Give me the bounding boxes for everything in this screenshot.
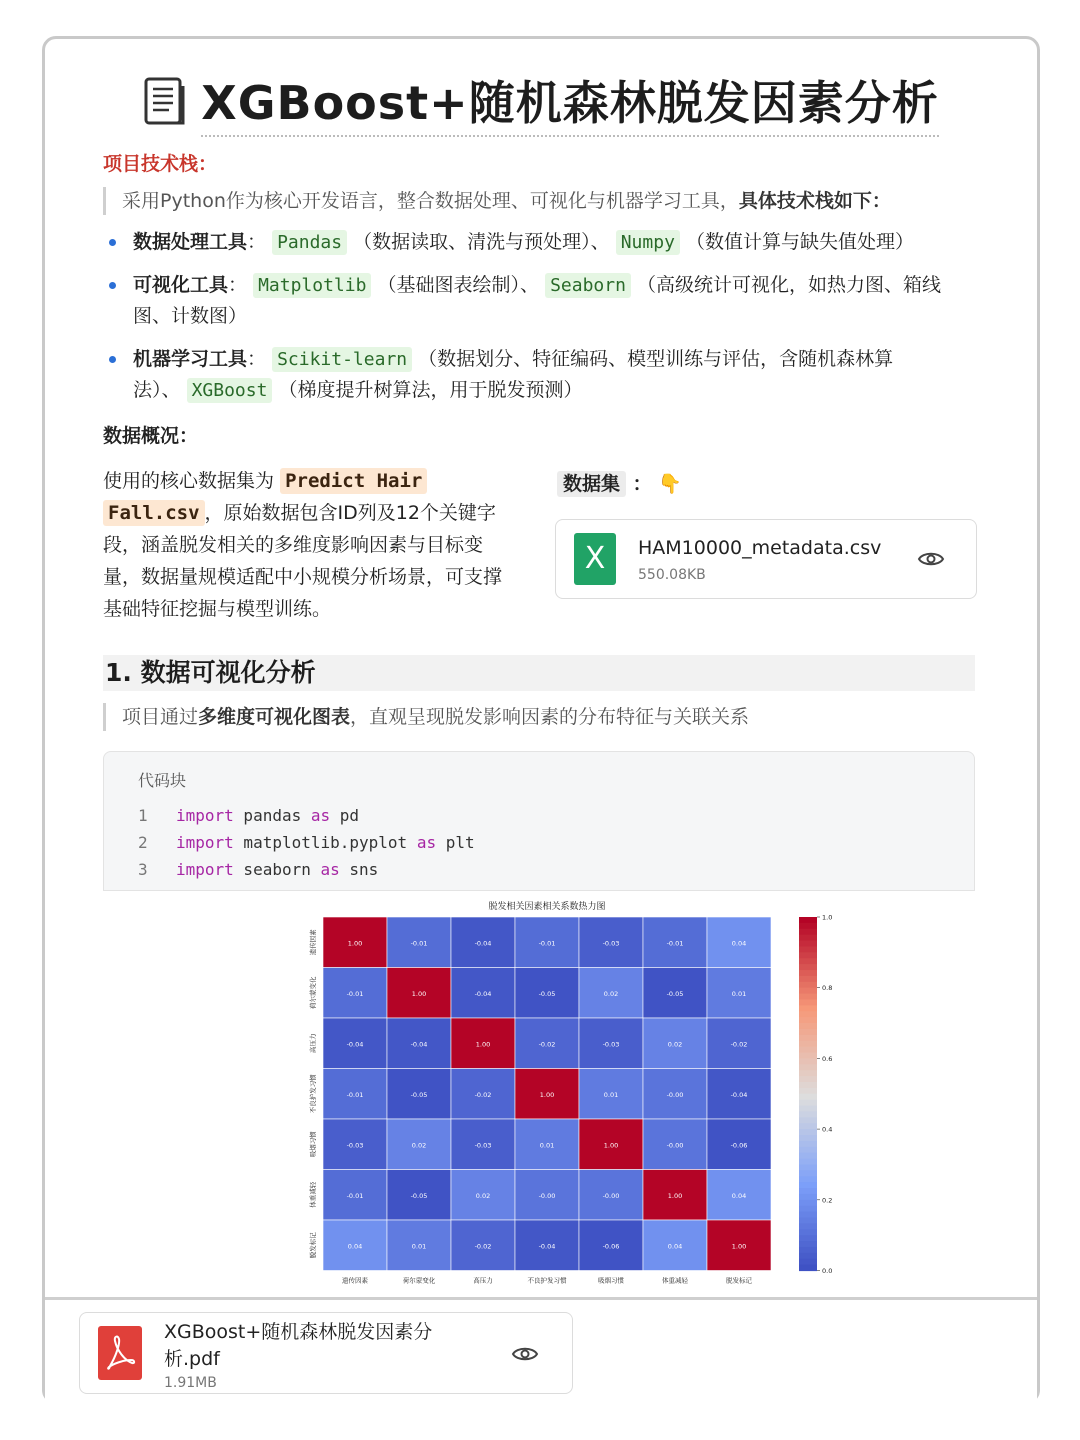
heatmap-cell-label: -0.05 — [410, 1090, 428, 1099]
colorbar-segment — [799, 1164, 817, 1170]
data-text: 段，涵盖脱发相关的多维度影响因素与目标变 — [103, 534, 484, 556]
colorbar-segment — [799, 1047, 817, 1053]
colorbar-segment — [799, 1141, 817, 1147]
dataset-colon: ： — [632, 473, 652, 495]
colorbar-segment — [799, 958, 817, 964]
heatmap-cell-label: 0.01 — [411, 1242, 427, 1251]
heatmap-cell-label: 0.04 — [731, 1191, 747, 1200]
colorbar-segment — [799, 1106, 817, 1112]
dataset-label-text: 数据集 — [557, 471, 626, 497]
heatmap-cell-label: -0.00 — [666, 1141, 684, 1150]
list-item — [103, 227, 983, 258]
code-chip-matplotlib: Matplotlib — [253, 273, 371, 298]
pdf-name-line: 析.pdf — [164, 1348, 220, 1370]
excel-icon — [574, 533, 616, 585]
heatmap-cell-label: -0.04 — [538, 1242, 556, 1251]
page-title-text: XGBoost+随机森林脱发因素分析 — [201, 67, 938, 137]
colorbar-segment — [799, 1253, 817, 1259]
code-chip-numpy: Numpy — [616, 230, 680, 255]
colorbar-segment — [799, 1194, 817, 1200]
code-keyword: as — [320, 860, 340, 879]
bullet-text: （高级统计可视化，如热力图、箱线 — [636, 274, 941, 296]
excel-icon-letter: X — [584, 541, 606, 576]
y-tick-label: 吸烟习惯 — [309, 1131, 317, 1158]
heatmap-cell-label: 0.01 — [539, 1141, 555, 1150]
heatmap-cell-label: 0.04 — [347, 1242, 363, 1251]
colorbar-segment — [799, 1005, 817, 1011]
dataset-file-size: 550.08KB — [638, 567, 706, 583]
colorbar-segment — [799, 982, 817, 988]
heatmap-cell-label: -0.06 — [602, 1242, 620, 1251]
heatmap-cell-label: -0.01 — [346, 1090, 364, 1099]
code-block[interactable] — [103, 751, 975, 891]
colorbar-segment — [799, 1147, 817, 1153]
code-chip-xgboost: XGBoost — [187, 378, 273, 403]
colorbar-segment — [799, 988, 817, 994]
heatmap-cell-label: -0.04 — [474, 989, 492, 998]
document-icon — [143, 76, 187, 128]
colorbar-segment — [799, 970, 817, 976]
quote-text: 项目通过 — [122, 706, 199, 728]
heatmap-cell-label: -0.04 — [474, 939, 492, 948]
title-row — [45, 67, 1037, 137]
pdf-file-name — [164, 1319, 432, 1373]
heatmap-cell-label: -0.05 — [538, 989, 556, 998]
pdf-file-size: 1.91MB — [164, 1375, 217, 1391]
colorbar-tick-label: 0.0 — [822, 1267, 833, 1275]
heatmap-cell-label: -0.04 — [346, 1040, 364, 1049]
bullet-text: ： — [247, 231, 267, 253]
heatmap-cell-label: -0.00 — [666, 1090, 684, 1099]
colorbar-segment — [799, 1176, 817, 1182]
heatmap-cell-label: -0.03 — [602, 1040, 620, 1049]
colorbar-segment — [799, 1135, 817, 1141]
colorbar-segment — [799, 1011, 817, 1017]
x-tick-label: 体重减轻 — [662, 1276, 688, 1285]
colorbar-segment — [799, 1053, 817, 1059]
colorbar-segment — [799, 1064, 817, 1070]
code-chip-scikit-learn: Scikit-learn — [272, 347, 412, 372]
pdf-name-line: XGBoost+随机森林脱发因素分 — [164, 1321, 433, 1343]
heatmap-cell-label: -0.04 — [410, 1040, 428, 1049]
eye-icon[interactable] — [918, 550, 944, 568]
code-keyword: import — [176, 806, 234, 825]
file-chip: Predict Hair — [280, 468, 427, 494]
heatmap-cell-label: -0.00 — [602, 1191, 620, 1200]
y-tick-label: 脱发标记 — [309, 1232, 317, 1259]
colorbar-segment — [799, 1094, 817, 1100]
colorbar-segment — [799, 1082, 817, 1088]
bullet-label: 机器学习工具 — [133, 348, 248, 370]
code-text: matplotlib.pyplot — [233, 833, 417, 852]
heatmap-cell-label: 1.00 — [475, 1040, 491, 1049]
heatmap-cell-label: 0.01 — [603, 1090, 619, 1099]
quote-text: ，直观呈现脱发影响因素的分布特征与关联关系 — [350, 706, 750, 728]
section-quote — [103, 703, 749, 731]
bullet-label: 可视化工具 — [133, 274, 229, 296]
colorbar-segment — [799, 923, 817, 929]
colorbar-segment — [799, 1076, 817, 1082]
heatmap-cell-label: 0.04 — [731, 939, 747, 948]
code-text: plt — [436, 833, 475, 852]
heatmap-cell-label: 1.00 — [411, 989, 427, 998]
colorbar-segment — [799, 1188, 817, 1194]
heatmap-cell-label: -0.03 — [602, 939, 620, 948]
bullet-text: 法）、 — [133, 379, 181, 401]
colorbar-segment — [799, 1041, 817, 1047]
attachment-bar — [45, 1297, 1037, 1407]
tech-stack-intro-bold: 具体技术栈如下： — [738, 190, 891, 212]
colorbar-segment — [799, 994, 817, 1000]
code-block-title: 代码块 — [138, 771, 187, 790]
heatmap-cell-label: -0.01 — [410, 939, 428, 948]
x-tick-label: 吸烟习惯 — [598, 1276, 624, 1285]
heatmap-cell-label: -0.05 — [666, 989, 684, 998]
x-tick-label: 高压力 — [473, 1276, 493, 1285]
dataset-label — [557, 469, 682, 496]
section-heading: 1. 数据可视化分析 — [103, 655, 975, 691]
pdf-file-card[interactable] — [79, 1312, 573, 1394]
y-tick-label: 不良护发习惯 — [309, 1074, 317, 1114]
heatmap-cell-label: 1.00 — [347, 939, 363, 948]
colorbar-segment — [799, 976, 817, 982]
heatmap-cell-label: -0.02 — [474, 1242, 492, 1251]
dataset-file-card[interactable] — [555, 519, 977, 599]
heatmap-chart — [245, 891, 833, 1291]
colorbar-tick-label: 0.4 — [822, 1125, 833, 1134]
colorbar-segment — [799, 1035, 817, 1041]
colorbar-segment — [799, 964, 817, 970]
tech-stack-label: 项目技术栈： — [103, 153, 218, 175]
colorbar-segment — [799, 1247, 817, 1253]
heatmap-cell-label: -0.03 — [474, 1141, 492, 1150]
tech-stack-intro-plain: 采用Python作为核心开发语言，整合数据处理、可视化与机器学习工具， — [122, 190, 739, 212]
colorbar-segment — [799, 1123, 817, 1129]
heatmap-cell-label: -0.00 — [538, 1191, 556, 1200]
colorbar-tick-label: 0.8 — [822, 984, 833, 993]
bullet-text: ： — [228, 274, 248, 296]
data-overview-text — [103, 465, 523, 625]
heatmap-cell-label: 0.02 — [411, 1141, 427, 1150]
colorbar-segment — [799, 1029, 817, 1035]
heatmap-cell-label: 0.02 — [475, 1191, 491, 1200]
colorbar-segment — [799, 1058, 817, 1064]
code-line — [138, 806, 359, 825]
bullet-text: ： — [247, 348, 267, 370]
code-text: pandas — [233, 806, 311, 825]
code-line — [138, 833, 475, 852]
list-item — [103, 270, 983, 332]
heatmap-cell-label: -0.01 — [346, 989, 364, 998]
heatmap-cell-label: -0.06 — [730, 1141, 748, 1150]
code-chip-seaborn: Seaborn — [545, 273, 631, 298]
heatmap-cell-label: -0.01 — [346, 1191, 364, 1200]
bullet-label: 数据处理工具 — [133, 231, 248, 253]
line-number: 2 — [138, 833, 148, 852]
code-text: sns — [339, 860, 379, 879]
colorbar-segment — [799, 929, 817, 935]
colorbar-segment — [799, 1070, 817, 1076]
code-keyword: import — [176, 833, 234, 852]
colorbar-segment — [799, 1117, 817, 1123]
colorbar-segment — [799, 952, 817, 958]
data-text: ，原始数据包含ID列及12个关键字 — [204, 502, 496, 524]
list-item — [103, 344, 983, 406]
colorbar-segment — [799, 1159, 817, 1165]
code-line — [138, 860, 378, 879]
colorbar-segment — [799, 1217, 817, 1223]
heatmap-cell-label: -0.01 — [538, 939, 556, 948]
code-keyword: import — [176, 860, 234, 879]
colorbar-segment — [799, 1235, 817, 1241]
eye-icon[interactable] — [512, 1345, 538, 1363]
colorbar-tick-label: 1.0 — [822, 913, 833, 922]
colorbar-segment — [799, 1241, 817, 1247]
colorbar-segment — [799, 1170, 817, 1176]
line-number: 3 — [138, 860, 148, 879]
heatmap-cell-label: 0.02 — [667, 1040, 683, 1049]
colorbar-segment — [799, 935, 817, 941]
heatmap-cell-label: 0.02 — [603, 989, 619, 998]
data-text: 量，数据量规模适配中小规模分析场景，可支撑 — [103, 566, 503, 588]
heatmap-cell-label: 1.00 — [539, 1090, 555, 1099]
y-tick-label: 高压力 — [309, 1033, 317, 1053]
colorbar-segment — [799, 1088, 817, 1094]
colorbar-segment — [799, 1017, 817, 1023]
line-number: 1 — [138, 806, 148, 825]
heatmap-cell-label: 1.00 — [603, 1141, 619, 1150]
colorbar-segment — [799, 999, 817, 1005]
code-keyword: as — [416, 833, 437, 852]
chart-title: 脱发相关因素相关系数热力图 — [488, 902, 606, 912]
heatmap-cell-label: -0.03 — [346, 1141, 364, 1150]
file-chip: Fall.csv — [103, 500, 205, 526]
heatmap-cell-label: -0.04 — [730, 1090, 748, 1099]
colorbar-segment — [799, 1111, 817, 1117]
code-keyword: as — [310, 806, 331, 825]
colorbar-tick-label: 0.6 — [822, 1054, 833, 1063]
dataset-file-name: HAM10000_metadata.csv — [638, 537, 882, 559]
x-tick-label: 不良护发习惯 — [527, 1276, 567, 1285]
tech-stack-intro — [103, 187, 891, 215]
bullet-text: （基础图表绘制）、 — [377, 274, 540, 296]
quote-bold: 多维度可视化图表 — [198, 706, 351, 728]
colorbar-segment — [799, 941, 817, 947]
x-tick-label: 遗传因素 — [342, 1276, 368, 1285]
heatmap-cell-label: 0.04 — [667, 1242, 683, 1251]
colorbar-segment — [799, 1182, 817, 1188]
bullet-text: （数值计算与缺失值处理） — [685, 231, 914, 253]
code-text: seaborn — [233, 860, 321, 879]
heatmap-cell-label: 1.00 — [731, 1242, 747, 1251]
colorbar-segment — [799, 946, 817, 952]
code-text: pd — [330, 806, 360, 825]
heatmap-cell-label: -0.02 — [730, 1040, 748, 1049]
bullet-text: 图、计数图） — [133, 305, 248, 327]
page-title — [143, 67, 938, 137]
colorbar-tick-label: 0.2 — [822, 1196, 833, 1205]
heatmap-cell-label: -0.02 — [538, 1040, 556, 1049]
colorbar-segment — [799, 1023, 817, 1029]
data-overview-label: 数据概况： — [103, 425, 199, 447]
heatmap-cell-label: -0.02 — [474, 1090, 492, 1099]
page-card — [42, 36, 1040, 1404]
colorbar-segment — [799, 1200, 817, 1206]
colorbar-segment — [799, 1129, 817, 1135]
pointing-down-icon: 👇 — [658, 473, 682, 495]
colorbar-segment — [799, 917, 817, 923]
y-tick-label: 遗传因素 — [309, 929, 317, 956]
tech-stack-list — [103, 227, 983, 418]
colorbar-segment — [799, 1223, 817, 1229]
y-tick-label: 体重减轻 — [309, 1181, 317, 1208]
pdf-icon — [98, 1326, 142, 1380]
colorbar-segment — [799, 1100, 817, 1106]
heatmap-cell-label: -0.01 — [666, 939, 684, 948]
x-tick-label: 脱发标记 — [726, 1276, 752, 1285]
heatmap-cell-label: 0.01 — [731, 989, 747, 998]
heatmap-cell-label: -0.05 — [410, 1191, 428, 1200]
bullet-text: （数据划分、特征编码、模型训练与评估，含随机森林算 — [418, 348, 894, 370]
colorbar-segment — [799, 1206, 817, 1212]
bullet-text: （数据读取、清洗与预处理）、 — [353, 231, 610, 253]
data-text: 基础特征挖掘与模型训练。 — [103, 598, 332, 620]
bullet-text: （梯度提升树算法，用于脱发预测） — [278, 379, 583, 401]
code-chip-pandas: Pandas — [272, 230, 347, 255]
colorbar-segment — [799, 1229, 817, 1235]
colorbar-segment — [799, 1265, 817, 1271]
colorbar-segment — [799, 1259, 817, 1265]
colorbar-segment — [799, 1153, 817, 1159]
heatmap-cell-label: 1.00 — [667, 1191, 683, 1200]
colorbar-segment — [799, 1212, 817, 1218]
data-text: 使用的核心数据集为 — [103, 470, 275, 492]
heatmap-svg — [245, 891, 833, 1291]
x-tick-label: 荷尔蒙变化 — [402, 1276, 436, 1285]
y-tick-label: 荷尔蒙变化 — [309, 976, 317, 1009]
